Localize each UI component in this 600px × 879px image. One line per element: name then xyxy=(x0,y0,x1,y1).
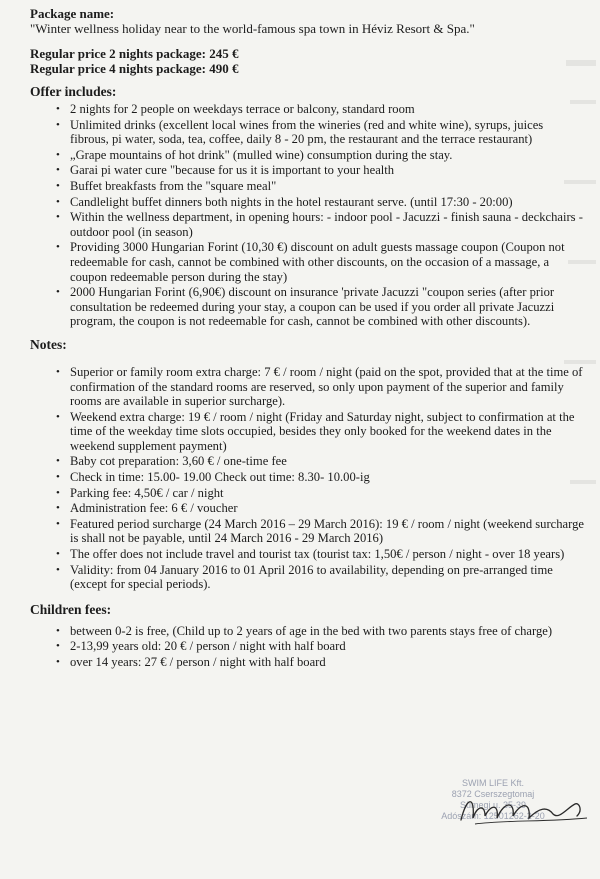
notes-list xyxy=(30,365,585,592)
stamp-line: Sümegi u. 35-39 xyxy=(459,800,527,810)
children-heading: Children fees: xyxy=(30,601,112,617)
list-item: • Featured period surcharge (24 March 2016 – 29 March 2016): 19 € / room / night (weekend surcharge is shall not be payable, until 24 March 2016 - 29 March 2016) xyxy=(30,517,585,546)
list-item: • Parking fee: 4,50€ / car / night xyxy=(30,486,585,501)
price-4-nights: Regular price 4 nights package: 490 € xyxy=(30,61,239,76)
price-2-nights-value: 245 € xyxy=(209,46,239,61)
list-item: • Check in time: 15.00- 19.00 Check out time: 8.30- 10.00-ig xyxy=(30,470,585,485)
list-item: • 2-13,99 years old: 20 € / person / night with half board xyxy=(30,639,585,654)
list-item: • Buffet breakfasts from the "square meal" xyxy=(30,179,585,194)
price-2-nights: Regular price 2 nights package: 245 € xyxy=(30,46,239,61)
price-4-nights-value: 490 € xyxy=(209,61,239,76)
document-page xyxy=(30,6,585,671)
list-item: • „Grape mountains of hot drink" (mulled wine) consumption during the stay. xyxy=(30,148,585,163)
list-item: • Candlelight buffet dinners both nights in the hotel restaurant serve. (until 17:30 - 20:00) xyxy=(30,195,585,210)
list-item: • Garai pi water cure "because for us it is important to your health xyxy=(30,163,585,178)
list-item: • Administration fee: 6 € / voucher xyxy=(30,501,585,516)
stamp-line: Adószám: 12501262-2-20 xyxy=(441,811,545,821)
package-name: "Winter wellness holiday near to the world-famous spa town in Héviz Resort & Spa." xyxy=(30,21,475,36)
list-item: • Baby cot preparation: 3,60 € / one-time fee xyxy=(30,454,585,469)
stamp-line: SWIM LIFE Kft. xyxy=(461,778,524,788)
offer-heading: Offer includes: xyxy=(30,84,117,99)
list-item: • Superior or family room extra charge: 7 € / room / night (paid on the spot, provided that at the time of confirmation of the standard rooms are reserved, so only upon payment of the superior and family rooms are available in superior surcharge). xyxy=(30,365,585,409)
children-list xyxy=(30,624,585,670)
list-item: • between 0-2 is free, (Child up to 2 years of age in the bed with two parents stays free of charge) xyxy=(30,624,585,639)
offer-list xyxy=(30,102,585,329)
stamp-line: 8372 Cserszegtomaj xyxy=(451,789,535,799)
package-name-label: Package name: xyxy=(30,6,115,21)
list-item: • 2000 Hungarian Forint (6,90€) discount on insurance 'private Jacuzzi "coupon series (after prior consultation be redeemed during your stay, a coupon can be used if you order all private Jacuzzi program, the coupon is not redeemable for cash, cannot be combined with other discounts). xyxy=(30,285,585,329)
list-item: • over 14 years: 27 € / person / night with half board xyxy=(30,655,585,670)
list-item: • Within the wellness department, in opening hours: - indoor pool - Jacuzzi - finish sauna - deckchairs - outdoor pool (in season) xyxy=(30,210,585,239)
list-item: • The offer does not include travel and tourist tax (tourist tax: 1,50€ / person / night - over 18 years) xyxy=(30,547,585,562)
list-item: • Providing 3000 Hungarian Forint (10,30 €) discount on adult guests massage coupon (Coupon not redeemable for cash, cannot be combined with other discounts, on the occasion of a massage, a coupon redeemable person during the stay) xyxy=(30,240,585,284)
list-item: • Unlimited drinks (excellent local wines from the wineries (red and white wine), syrups, juices fibrous, pi water, soda, tea, coffee, daily 8 - 20 pm, the restaurant and the terrace restaurant) xyxy=(30,118,585,147)
signature-icon xyxy=(455,790,595,830)
list-item: • 2 nights for 2 people on weekdays terrace or balcony, standard room xyxy=(30,102,585,117)
price-4-nights-label: Regular price 4 nights package xyxy=(30,61,202,76)
price-2-nights-label: Regular price 2 nights package xyxy=(30,46,202,61)
notes-heading: Notes: xyxy=(30,336,67,352)
list-item: • Validity: from 04 January 2016 to 01 April 2016 to availability, depending on pre-arranged time (except for special periods). xyxy=(30,563,585,592)
list-item: • Weekend extra charge: 19 € / room / night (Friday and Saturday night, subject to confirmation at the time of the weekday time slots occupied, besides they only booked for the weekend dates in the weekend supplement payment) xyxy=(30,410,585,454)
bleed-through-texture-icon xyxy=(560,60,600,560)
